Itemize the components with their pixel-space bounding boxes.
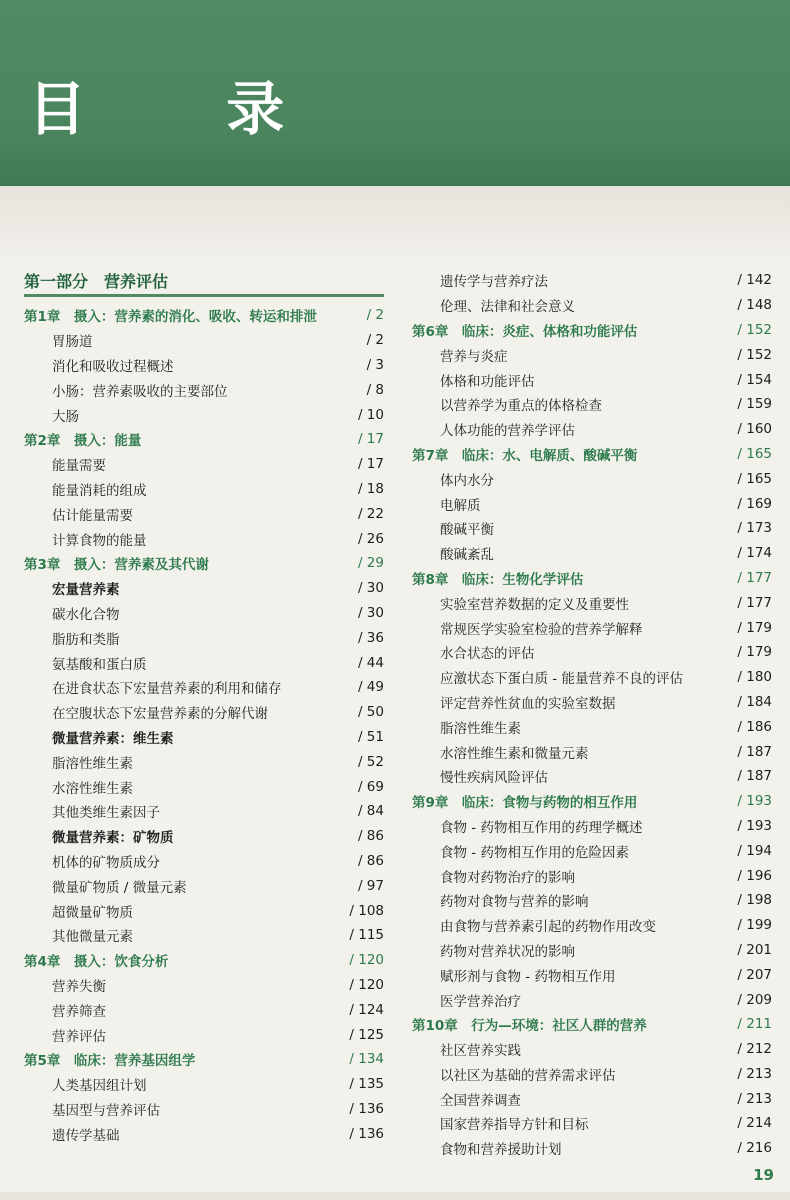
toc-entry-page: / 193 [737,793,772,810]
toc-entry-label: 电解质 [440,497,481,514]
toc-entry-page: / 212 [737,1041,772,1058]
toc-entry-label: 第1章 摄入：营养素的消化、吸收、转运和排泄 [24,309,317,326]
toc-entry-page: / 17 [357,431,384,448]
toc-entry-page: / 8 [366,381,384,398]
toc-entry-page: / 196 [737,867,772,884]
toc-entry-page: / 169 [737,495,772,512]
toc-entry-page: / 142 [737,272,772,289]
toc-chapter-entry[interactable] [24,551,384,576]
toc-section-heading[interactable] [24,576,384,601]
toc-entry-label: 估计能量需要 [52,507,133,524]
toc-entry[interactable] [24,402,384,427]
toc-entry[interactable] [24,601,384,626]
toc-entry[interactable] [24,700,384,725]
toc-entry[interactable] [24,328,384,353]
toc-entry-label: 微量营养素：矿物质 [52,830,174,847]
toc-section-heading[interactable] [24,824,384,849]
toc-entry-page: / 3 [366,356,384,373]
toc-entry-page: / 136 [349,1100,384,1117]
toc-entry[interactable] [412,1086,772,1111]
toc-entry-label: 遗传学基础 [52,1127,120,1144]
toc-section-heading[interactable] [24,725,384,750]
part-heading: 第一部分 营养评估 [24,268,384,297]
toc-entry-page: / 194 [737,842,772,859]
title-banner [0,0,790,186]
toc-entry-page: / 177 [737,594,772,611]
toc-entry-label: 脂肪和类脂 [52,631,120,648]
toc-entry[interactable] [24,1072,384,1097]
toc-entry-page: / 187 [737,743,772,760]
toc-entry-page: / 135 [349,1076,384,1093]
toc-chapter-entry[interactable] [412,1012,772,1037]
toc-entry[interactable] [412,814,772,839]
toc-entry[interactable] [412,888,772,913]
toc-entry-label: 全国营养调查 [440,1092,521,1109]
toc-entry-label: 能量需要 [52,458,106,475]
toc-entry[interactable] [412,640,772,665]
footer-band [0,1192,790,1200]
toc-entry-label: 基因型与营养评估 [52,1102,160,1119]
toc-entry-page: / 30 [357,604,384,621]
toc-right-column [412,268,772,1161]
toc-entry-page: / 49 [357,679,384,696]
toc-entry-label: 体内水分 [440,472,494,489]
toc-entry-page: / 51 [357,728,384,745]
toc-entry[interactable] [412,417,772,442]
toc-entry-label: 第9章 临床：食物与药物的相互作用 [412,795,638,812]
toc-entry-page: / 199 [737,917,772,934]
toc-entry[interactable] [24,749,384,774]
toc-entry-page: / 173 [737,520,772,537]
toc-entry[interactable] [412,590,772,615]
toc-entry-label: 超微量矿物质 [52,904,133,921]
toc-entry-label: 在进食状态下宏量营养素的利用和储存 [52,681,282,698]
toc-entry-label: 酸碱平衡 [440,522,494,539]
toc-entry-page: / 50 [357,704,384,721]
toc-entry-label: 人体功能的营养学评估 [440,423,575,440]
toc-entry[interactable] [412,268,772,293]
toc-entry-label: 微量矿物质 / 微量元素 [52,879,187,896]
toc-entry-page: / 26 [357,530,384,547]
toc-entry-label: 药物对食物与营养的影响 [440,894,589,911]
toc-entry-page: / 207 [737,966,772,983]
toc-entry-page: / 187 [737,768,772,785]
toc-list-left [24,303,384,1146]
toc-entry-page: / 209 [737,991,772,1008]
toc-entry-label: 由食物与营养素引起的药物作用改变 [440,919,656,936]
toc-entry[interactable] [412,367,772,392]
toc-entry-label: 营养与炎症 [440,348,508,365]
toc-entry-page: / 177 [737,569,772,586]
toc-entry-label: 第6章 临床：炎症、体格和功能评估 [412,323,638,340]
toc-entry-label: 机体的矿物质成分 [52,854,160,871]
toc-entry[interactable] [412,615,772,640]
toc-entry-page: / 180 [737,669,772,686]
toc-entry-label: 胃肠道 [52,334,93,351]
toc-entry-page: / 44 [357,654,384,671]
toc-entry-page: / 52 [357,753,384,770]
toc-entry-page: / 213 [737,1065,772,1082]
toc-entry[interactable] [412,293,772,318]
toc-entry[interactable] [412,491,772,516]
toc-entry-page: / 174 [737,545,772,562]
toc-entry[interactable] [412,1136,772,1161]
toc-entry-page: / 213 [737,1090,772,1107]
toc-entry-label: 食物对药物治疗的影响 [440,869,575,886]
toc-entry-label: 计算食物的能量 [52,532,147,549]
toc-entry[interactable] [24,353,384,378]
toc-entry-page: / 216 [737,1140,772,1157]
toc-entry-label: 以社区为基础的营养需求评估 [440,1067,616,1084]
toc-entry-page: / 97 [357,877,384,894]
toc-entry-page: / 108 [349,902,384,919]
toc-entry-page: / 184 [737,693,772,710]
toc-entry[interactable] [24,997,384,1022]
toc-entry-page: / 120 [349,976,384,993]
toc-entry-label: 微量营养素：维生素 [52,730,174,747]
toc-entry[interactable] [24,898,384,923]
toc-entry[interactable] [412,466,772,491]
toc-entry[interactable] [412,863,772,888]
toc-entry-label: 应激状态下蛋白质 - 能量营养不良的评估 [440,671,683,688]
toc-entry-label: 体格和功能评估 [440,373,535,390]
toc-entry-page: / 152 [737,346,772,363]
toc-entry-label: 第2章 摄入：能量 [24,433,142,450]
toc-entry-label: 第3章 摄入：营养素及其代谢 [24,557,209,574]
toc-entry-page: / 211 [737,1016,772,1033]
toc-entry-page: / 86 [357,828,384,845]
toc-entry-page: / 120 [349,952,384,969]
toc-entry-page: / 186 [737,718,772,735]
toc-entry[interactable] [24,477,384,502]
toc-entry-label: 社区营养实践 [440,1043,521,1060]
toc-entry-page: / 148 [737,297,772,314]
toc-entry[interactable] [412,392,772,417]
toc-entry[interactable] [412,838,772,863]
toc-entry-page: / 152 [737,321,772,338]
toc-entry[interactable] [412,665,772,690]
toc-entry-page: / 125 [349,1026,384,1043]
toc-entry[interactable] [24,774,384,799]
toc-entry-label: 常规医学实验室检验的营养学解释 [440,621,643,638]
toc-entry-page: / 134 [349,1051,384,1068]
toc-entry[interactable] [24,650,384,675]
toc-entry-label: 消化和吸收过程概述 [52,358,174,375]
toc-entry-page: / 84 [357,803,384,820]
toc-entry-label: 食物 - 药物相互作用的药理学概述 [440,819,643,836]
toc-entry-label: 在空腹状态下宏量营养素的分解代谢 [52,706,268,723]
toc-entry-label: 第10章 行为—环境：社区人群的营养 [412,1018,647,1035]
toc-entry-label: 碳水化合物 [52,606,120,623]
toc-entry-page: / 198 [737,892,772,909]
toc-chapter-entry[interactable] [412,566,772,591]
toc-entry-label: 第8章 临床：生物化学评估 [412,571,584,588]
toc-entry[interactable] [412,690,772,715]
toc-entry-label: 水溶性维生素 [52,780,133,797]
toc-entry[interactable] [24,873,384,898]
toc-entry-page: / 179 [737,619,772,636]
toc-entry-label: 营养失衡 [52,978,106,995]
toc-entry-label: 人类基因组计划 [52,1078,147,1095]
toc-entry-page: / 22 [357,505,384,522]
toc-entry[interactable] [412,987,772,1012]
toc-entry-page: / 193 [737,817,772,834]
toc-entry-page: / 136 [349,1125,384,1142]
toc-entry-page: / 154 [737,371,772,388]
toc-entry-label: 脂溶性维生素 [52,755,133,772]
toc-entry[interactable] [24,675,384,700]
toc-entry-label: 食物和营养援助计划 [440,1142,562,1159]
toc-entry-label: 伦理、法律和社会意义 [440,299,575,316]
toc-entry[interactable] [24,1097,384,1122]
toc-entry-label: 其他微量元素 [52,929,133,946]
toc-entry-label: 营养评估 [52,1028,106,1045]
toc-entry[interactable] [24,973,384,998]
toc-chapter-entry[interactable] [24,948,384,973]
toc-entry-page: / 2 [366,332,384,349]
toc-entry[interactable] [24,625,384,650]
toc-entry-page: / 179 [737,644,772,661]
toc-entry[interactable] [412,913,772,938]
toc-entry-label: 营养筛查 [52,1003,106,1020]
toc-entry[interactable] [24,501,384,526]
toc-entry-page: / 115 [349,927,384,944]
toc-entry[interactable] [412,962,772,987]
toc-entry[interactable] [412,541,772,566]
toc-left-column [24,268,384,1146]
toc-entry[interactable] [412,342,772,367]
toc-entry-label: 评定营养性贫血的实验室数据 [440,695,616,712]
toc-entry-label: 遗传学与营养疗法 [440,274,548,291]
toc-entry-page: / 160 [737,421,772,438]
toc-entry-page: / 86 [357,852,384,869]
toc-entry-page: / 165 [737,445,772,462]
toc-list-right [412,268,772,1161]
toc-entry-label: 大肠 [52,408,79,425]
toc-entry-label: 药物对营养状况的影响 [440,943,575,960]
toc-entry-page: / 17 [357,456,384,473]
toc-entry-page: / 2 [366,307,384,324]
toc-entry-page: / 159 [737,396,772,413]
toc-entry-label: 水合状态的评估 [440,646,535,663]
toc-entry[interactable] [412,1062,772,1087]
toc-entry-label: 赋形剂与食物 - 药物相互作用 [440,968,616,985]
toc-entry-label: 国家营养指导方针和目标 [440,1117,589,1134]
toc-chapter-entry[interactable] [412,318,772,343]
toc-chapter-entry[interactable] [412,789,772,814]
toc-entry-label: 酸碱紊乱 [440,547,494,564]
toc-entry-label: 其他类维生素因子 [52,805,160,822]
toc-entry-label: 水溶性维生素和微量元素 [440,745,589,762]
toc-chapter-entry[interactable] [24,303,384,328]
toc-entry-page: / 10 [357,406,384,423]
toc-entry[interactable] [412,1037,772,1062]
toc-entry-label: 第7章 临床：水、电解质、酸碱平衡 [412,447,638,464]
toc-entry[interactable] [24,923,384,948]
toc-entry-page: / 165 [737,470,772,487]
toc-entry[interactable] [24,1022,384,1047]
toc-entry[interactable] [412,739,772,764]
toc-entry-page: / 214 [737,1115,772,1132]
toc-entry-label: 第5章 临床：营养基因组学 [24,1053,196,1070]
toc-entry[interactable] [412,938,772,963]
toc-entry[interactable] [24,799,384,824]
toc-chapter-entry[interactable] [24,1047,384,1072]
toc-chapter-entry[interactable] [412,442,772,467]
toc-entry-label: 实验室营养数据的定义及重要性 [440,596,629,613]
toc-entry-label: 宏量营养素 [52,582,120,599]
toc-entry-label: 食物 - 药物相互作用的危险因素 [440,844,629,861]
toc-entry-label: 医学营养治疗 [440,993,521,1010]
toc-entry-label: 以营养学为重点的体格检查 [440,398,602,415]
toc-entry-label: 小肠：营养素吸收的主要部位 [52,383,228,400]
toc-entry-page: / 36 [357,629,384,646]
toc-entry-page: / 124 [349,1001,384,1018]
page-title: 目 录 [28,75,345,143]
toc-chapter-entry[interactable] [24,427,384,452]
toc-entry-page: / 30 [357,580,384,597]
toc-entry[interactable] [24,452,384,477]
toc-entry[interactable] [412,764,772,789]
toc-entry-page: / 201 [737,941,772,958]
toc-entry-label: 能量消耗的组成 [52,482,147,499]
toc-entry[interactable] [412,516,772,541]
toc-entry[interactable] [24,526,384,551]
toc-entry-label: 脂溶性维生素 [440,720,521,737]
toc-entry-label: 氨基酸和蛋白质 [52,656,147,673]
toc-entry-page: / 29 [357,555,384,572]
toc-entry[interactable] [412,1111,772,1136]
toc-entry[interactable] [24,377,384,402]
toc-entry[interactable] [24,1121,384,1146]
page-number: 19 [753,1166,774,1184]
toc-entry-page: / 18 [357,480,384,497]
toc-entry-label: 第4章 摄入：饮食分析 [24,954,169,971]
toc-entry-label: 慢性疾病风险评估 [440,770,548,787]
toc-entry-page: / 69 [357,778,384,795]
bleed-through-band [0,186,790,266]
toc-entry[interactable] [24,849,384,874]
toc-entry[interactable] [412,714,772,739]
